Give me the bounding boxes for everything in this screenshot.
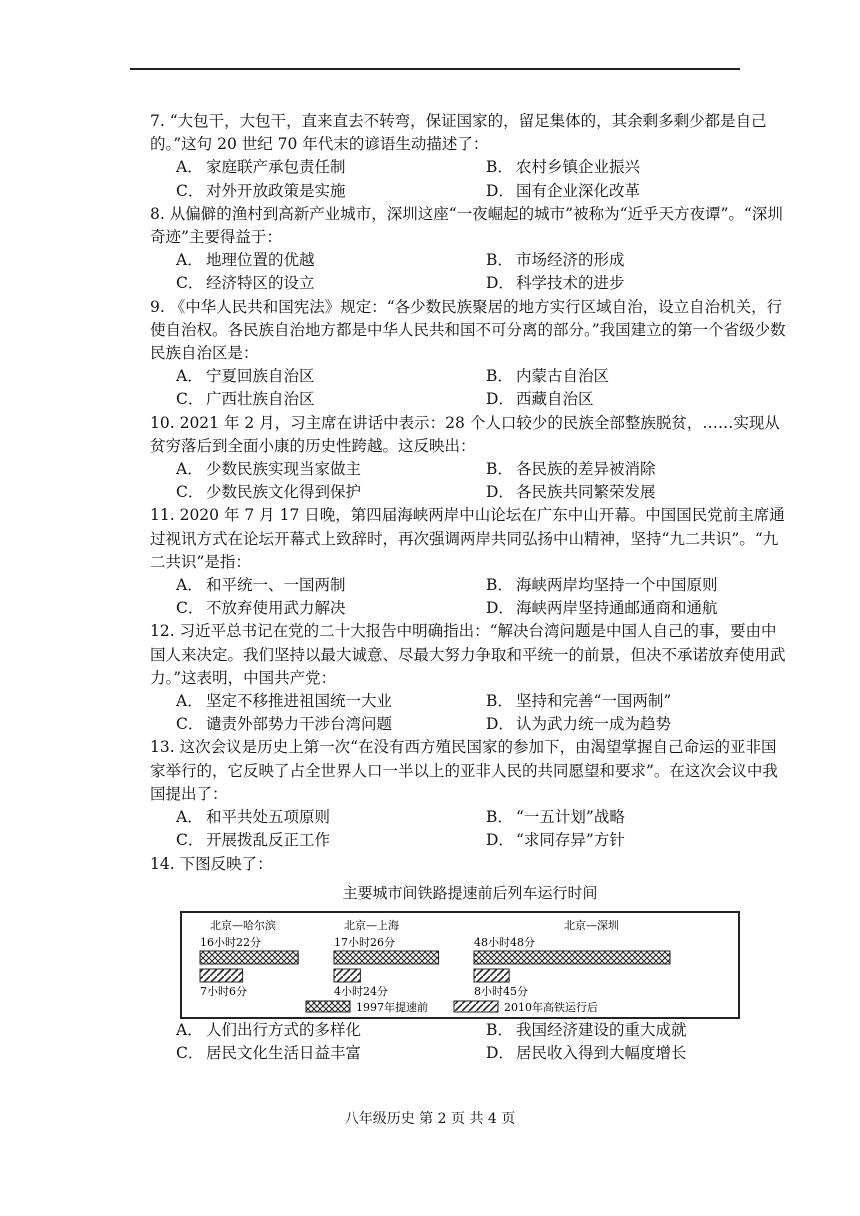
question-number: 12.: [150, 622, 180, 641]
option: [176, 481, 476, 504]
option: [176, 1019, 476, 1042]
option-text: 人们出行方式的多样化: [206, 1020, 362, 1039]
option-letter: B．: [486, 460, 513, 479]
option: [176, 574, 476, 597]
option-text: “求同存异”方针: [516, 831, 625, 850]
option-text: 内蒙古自治区: [516, 367, 610, 386]
page-footer: 八年级历史 第 2 页 共 4 页: [344, 1111, 516, 1127]
option-text: 地理位置的优越: [206, 251, 315, 270]
option-text: 海峡两岸坚持通邮通商和通航: [516, 599, 718, 618]
option-text: 海峡两岸均坚持一个中国原则: [516, 576, 718, 595]
option-letter: C．: [176, 274, 204, 293]
bar-label-after: 8小时45分: [474, 984, 528, 998]
bar-label-before: 17小时26分: [334, 935, 395, 949]
bar-before: [334, 951, 439, 964]
option: [176, 597, 476, 620]
question: [150, 853, 790, 1066]
option-text: 和平统一、一国两制: [206, 576, 346, 595]
option-letter: D．: [486, 831, 514, 850]
option-letter: A．: [176, 692, 203, 711]
option: [176, 713, 476, 736]
question-text: “大包干，大包干，直来直去不转弯，保证国家的，留足集体的，其余剩多剩少都是自己的。”这句 20 世纪 70 年代末的谚语生动描述了：: [150, 112, 767, 154]
question-stem: [150, 412, 790, 458]
option-letter: D．: [486, 181, 514, 200]
options: [150, 249, 790, 295]
question-stem: [150, 853, 790, 876]
option: [176, 365, 476, 388]
rail-time-chart: [180, 911, 740, 1019]
question: [150, 412, 790, 505]
category-label: 北京—上海: [344, 918, 399, 932]
option-letter: D．: [486, 483, 514, 502]
option-text: 国有企业深化改革: [516, 181, 641, 200]
chart-svg: [182, 913, 738, 1017]
option: [176, 1042, 476, 1065]
option-letter: D．: [486, 274, 514, 293]
question: [150, 620, 790, 736]
option-letter: D．: [486, 715, 514, 734]
option-text: 认为武力统一成为趋势: [516, 715, 672, 734]
bar-after: [474, 969, 509, 982]
option-text: 坚持和完善“一国两制”: [516, 692, 672, 711]
option-letter: C．: [176, 181, 204, 200]
question: [150, 110, 790, 203]
option: [176, 806, 476, 829]
options: [150, 1019, 790, 1065]
option-text: 居民收入得到大幅度增长: [516, 1044, 687, 1063]
question-stem: [150, 296, 790, 366]
option-letter: C．: [176, 1044, 204, 1063]
option-letter: B．: [486, 251, 513, 270]
bar-label-after: 7小时6分: [200, 984, 247, 998]
option-text: 西藏自治区: [516, 390, 594, 409]
option: [176, 458, 476, 481]
option-letter: A．: [176, 1020, 203, 1039]
option-text: 我国经济建设的重大成就: [516, 1020, 687, 1039]
top-rule: [130, 68, 740, 70]
options: [150, 458, 790, 504]
option-letter: A．: [176, 576, 203, 595]
option: [486, 829, 806, 852]
options: [150, 806, 790, 852]
option: [486, 458, 806, 481]
question: [150, 736, 790, 852]
option-text: 居民文化生活日益丰富: [206, 1044, 362, 1063]
question-number: 7.: [150, 112, 170, 130]
option-letter: D．: [486, 599, 514, 618]
option-letter: A．: [176, 808, 203, 827]
option-letter: B．: [486, 1020, 513, 1039]
option: [176, 249, 476, 272]
option: [176, 690, 476, 713]
option-text: 宁夏回族自治区: [206, 367, 315, 386]
question-stem: [150, 736, 790, 806]
option-letter: B．: [486, 576, 513, 595]
option-text: 不放弃使用武力解决: [206, 599, 346, 618]
option-text: 谴责外部势力干涉台湾问题: [206, 715, 393, 734]
category-label: 北京—深圳: [564, 918, 619, 932]
option-letter: D．: [486, 390, 514, 409]
option-text: 家庭联产承包责任制: [206, 158, 346, 177]
option-text: 少数民族实现当家做主: [206, 460, 362, 479]
bar-before: [200, 951, 298, 964]
option: [176, 829, 476, 852]
question-text: 2021 年 2 月，习主席在讲话中表示：28 个人口较少的民族全部整族脱贫，……实现从贫穷落后到全面小康的历史性跨越。这反映出：: [150, 413, 780, 455]
option: [176, 272, 476, 295]
option-letter: D．: [486, 1044, 514, 1063]
option: [486, 388, 806, 411]
question-text: 从偏僻的渔村到高新产业城市，深圳这座“一夜崛起的城市”被称为“近乎天方夜谭”。“深圳奇迹”主要得益于：: [150, 204, 783, 247]
question-text: 下图反映了：: [179, 854, 273, 873]
option: [486, 156, 806, 179]
legend-label-after: 2010年高铁运行后: [504, 1000, 598, 1014]
option-letter: B．: [486, 692, 513, 711]
question-number: 8.: [150, 204, 170, 223]
option-text: 各民族共同繁荣发展: [516, 483, 656, 502]
option-letter: B．: [486, 808, 513, 827]
option-letter: C．: [176, 483, 204, 502]
option: [176, 180, 476, 203]
option: [486, 713, 806, 736]
option-letter: C．: [176, 831, 204, 850]
option: [486, 249, 806, 272]
options: [150, 690, 790, 736]
bar-after: [334, 969, 360, 982]
question: [150, 296, 790, 412]
legend-swatch-before: [306, 1001, 350, 1012]
option: [486, 1042, 806, 1065]
question-stem: [150, 620, 790, 690]
option-letter: A．: [176, 367, 203, 386]
question: [150, 504, 790, 620]
option: [486, 272, 806, 295]
question-number: 14.: [150, 854, 180, 873]
question-text: 习近平总书记在党的二十大报告中明确指出：“解决台湾问题是中国人自己的事，要由中国人来决定。我们坚持以最大诚意、尽最大努力争取和平统一的前景，但决不承诺放弃使用武力。”这表明，中国共产党：: [150, 622, 786, 687]
option-letter: A．: [176, 158, 203, 177]
bar-after: [200, 969, 243, 982]
bar-label-after: 4小时24分: [334, 984, 388, 998]
question-number: 11.: [150, 506, 180, 525]
option-text: 农村乡镇企业振兴: [516, 158, 641, 177]
option-text: 科学技术的进步: [516, 274, 625, 293]
question-list: [150, 110, 790, 1065]
option-text: 各民族的差异被消除: [516, 460, 656, 479]
option-text: 坚定不移推进祖国统一大业: [206, 692, 393, 711]
options: [150, 365, 790, 411]
question-number: 13.: [150, 738, 180, 757]
bar-before: [474, 951, 670, 964]
question-stem: [150, 203, 790, 249]
question-stem: [150, 504, 790, 574]
option-letter: A．: [176, 460, 203, 479]
option-text: 经济特区的设立: [206, 274, 315, 293]
option-letter: B．: [486, 367, 513, 386]
options: [150, 156, 790, 202]
option-letter: B．: [486, 158, 513, 177]
option: [486, 481, 806, 504]
options: [150, 574, 790, 620]
option-text: 广西壮族自治区: [206, 390, 315, 409]
option-letter: C．: [176, 390, 204, 409]
question-number: 10.: [150, 413, 180, 432]
option-text: 对外开放政策是实施: [206, 181, 346, 200]
option: [486, 690, 806, 713]
question-text: 《中华人民共和国宪法》规定：“各少数民族聚居的地方实行区域自治，设立自治机关，行使自治权。各民族自治地方都是中华人民共和国不可分离的部分。”我国建立的第一个省级少数民族自治区是：: [150, 297, 786, 363]
legend-label-before: 1997年提速前: [356, 1000, 428, 1014]
option: [486, 574, 806, 597]
option-text: 少数民族文化得到保护: [206, 483, 362, 502]
category-label: 北京—哈尔滨: [210, 918, 276, 932]
option: [486, 806, 806, 829]
option: [486, 180, 806, 203]
question-stem: [150, 110, 790, 156]
option: [176, 388, 476, 411]
chart-title: 主要城市间铁路提速前后列车运行时间: [342, 883, 598, 902]
option-text: “一五计划”战略: [516, 808, 625, 827]
legend-swatch-after: [454, 1001, 498, 1012]
bar-label-before: 16小时22分: [200, 935, 261, 949]
option: [486, 597, 806, 620]
option-letter: C．: [176, 599, 204, 618]
option: [486, 1019, 806, 1042]
option-letter: A．: [176, 251, 203, 270]
option-text: 开展拨乱反正工作: [206, 831, 331, 850]
option: [486, 365, 806, 388]
question-number: 9.: [150, 297, 170, 316]
question-text: 这次会议是历史上第一次“在没有西方殖民国家的参加下，由渴望掌握自己命运的亚非国家举行的，它反映了占全世界人口一半以上的亚非人民的共同愿望和要求”。在这次会议中我国提出了：: [150, 738, 778, 803]
option-letter: C．: [176, 715, 204, 734]
option: [176, 156, 476, 179]
option-text: 和平共处五项原则: [206, 808, 331, 827]
bar-label-before: 48小时48分: [474, 935, 535, 949]
option-text: 市场经济的形成: [516, 251, 625, 270]
question: [150, 203, 790, 296]
question-text: 2020 年 7 月 17 日晚，第四届海峡两岸中山论坛在广东中山开幕。中国国民党前主席通过视讯方式在论坛开幕式上致辞时，再次强调两岸共同弘扬中山精神，坚持“九二共识”。“九二共识”是指：: [150, 506, 785, 571]
